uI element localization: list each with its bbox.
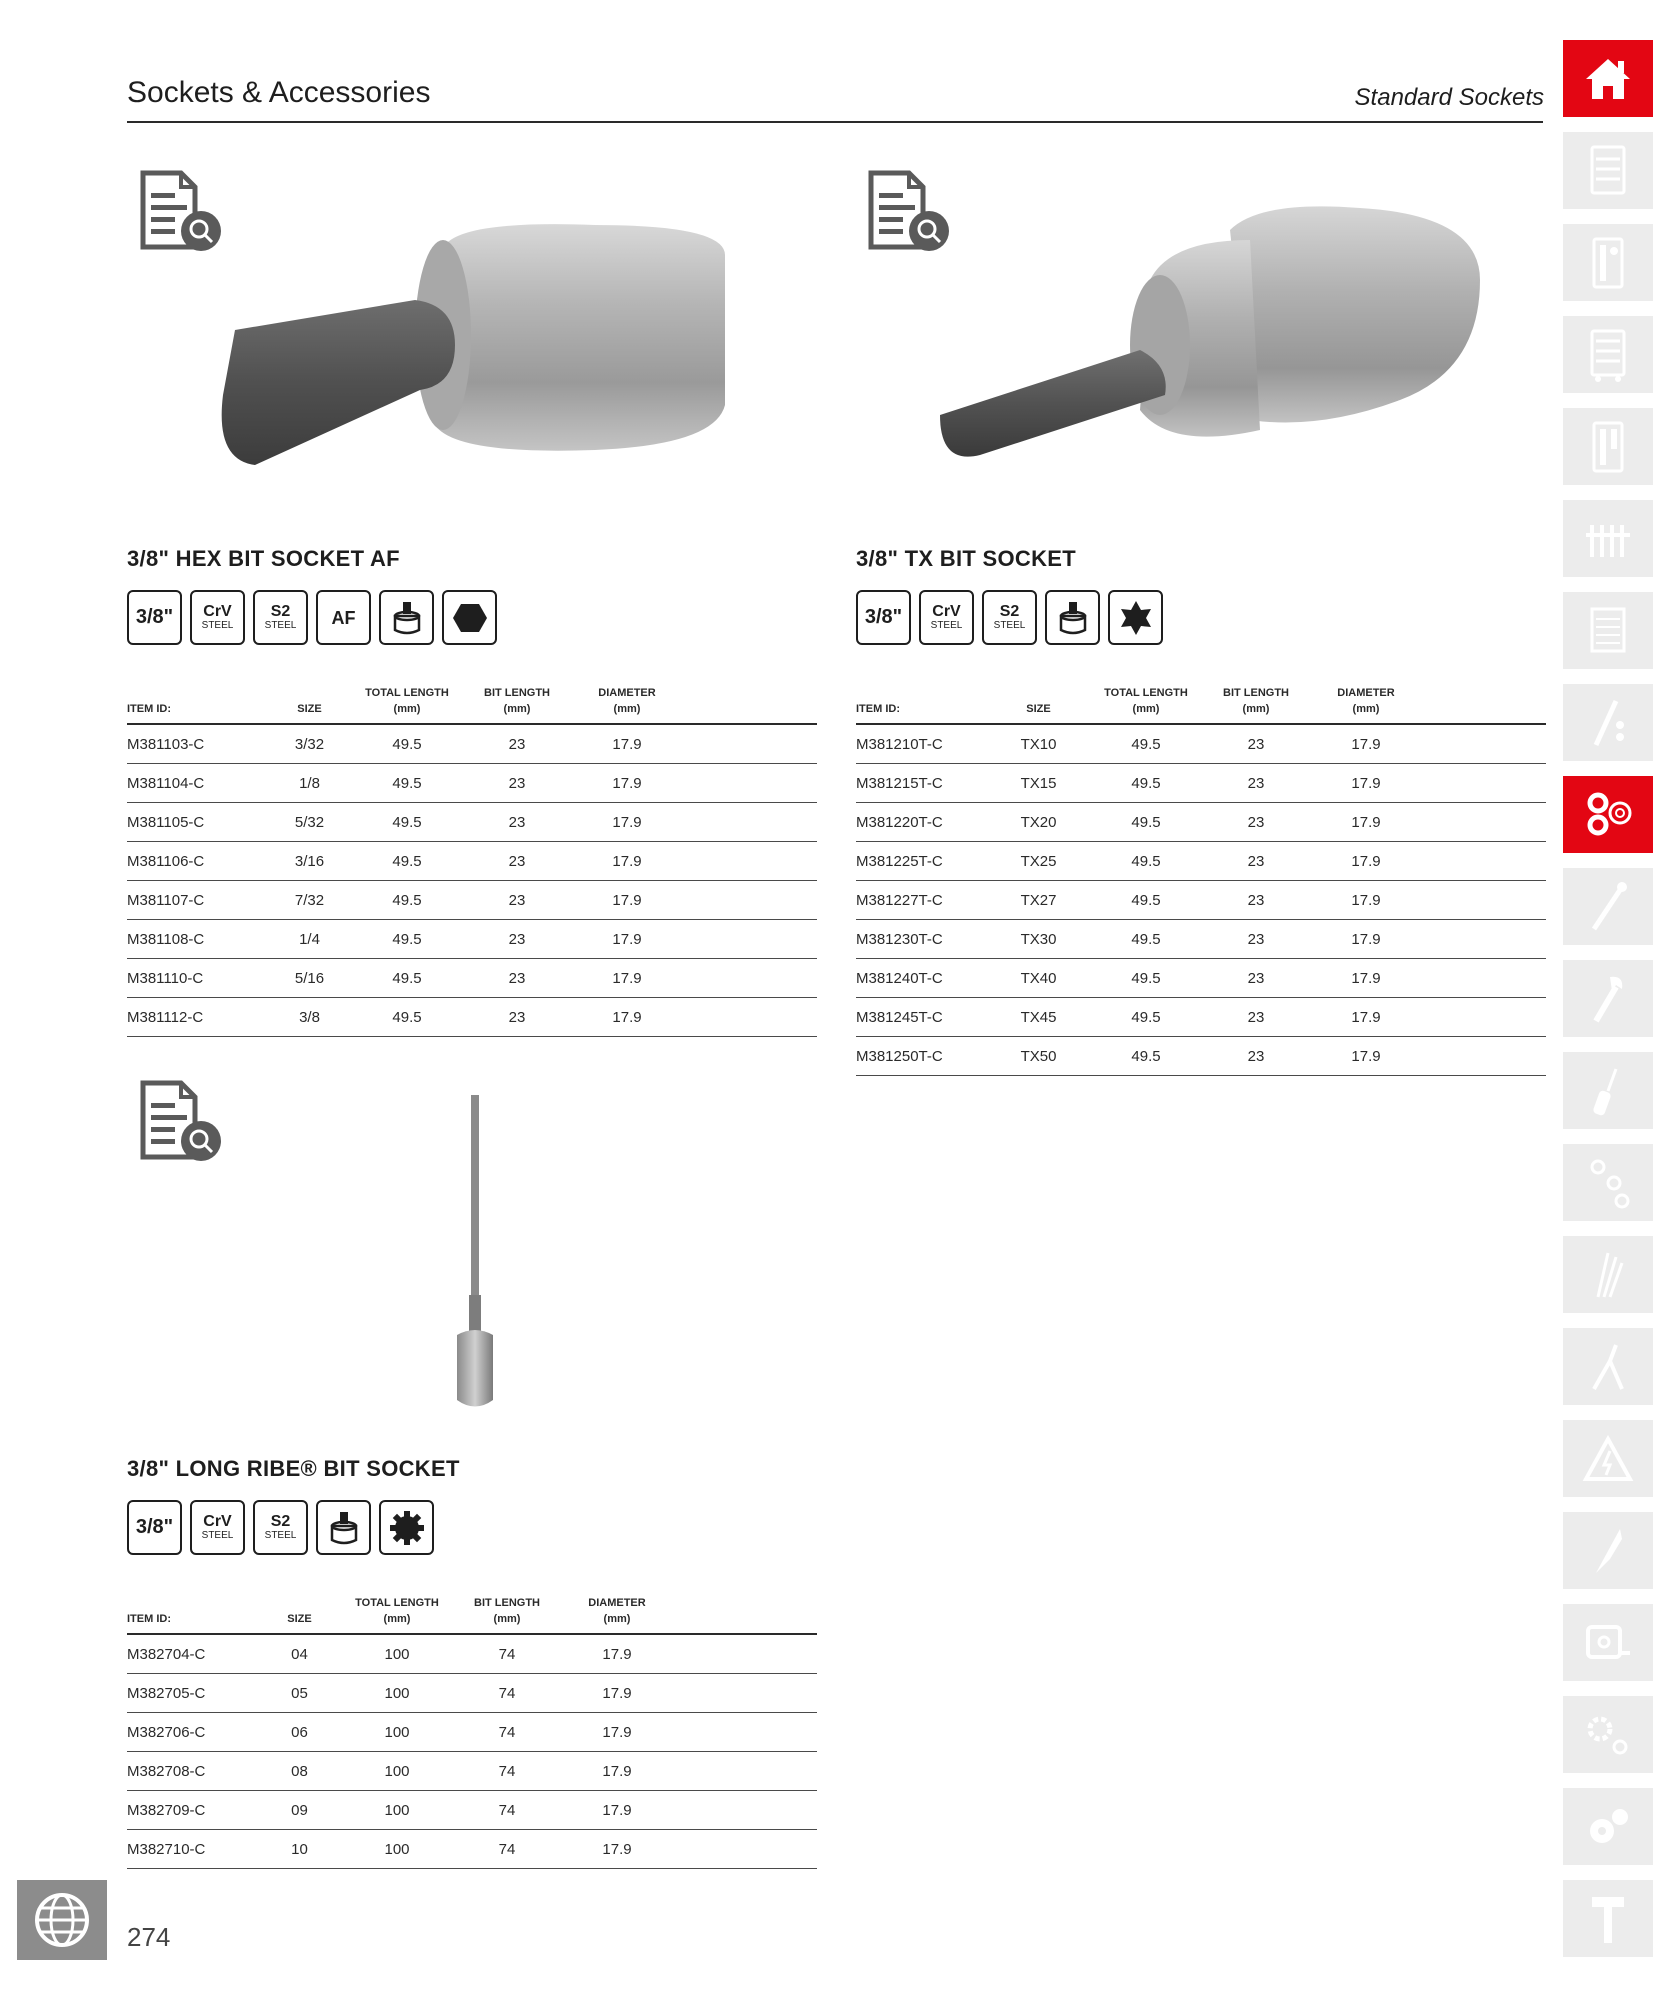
- col-bit-length: BIT LENGTH (mm): [1216, 685, 1296, 724]
- section-title: Standard Sockets: [1354, 84, 1544, 111]
- col-diameter: DIAMETER (mm): [567, 685, 687, 724]
- gears-icon[interactable]: [1563, 1788, 1653, 1865]
- product-title: 3/8" HEX BIT SOCKET AF: [127, 546, 400, 571]
- hammer-icon[interactable]: [1563, 1880, 1653, 1957]
- drive-size-badge: 3/8": [127, 590, 182, 645]
- af-badge: AF: [316, 590, 371, 645]
- col-total-length: TOTAL LENGTH (mm): [347, 685, 467, 724]
- datasheet-search-icon[interactable]: [135, 165, 225, 255]
- measuring-tape-icon[interactable]: [1563, 1604, 1653, 1681]
- table-row[interactable]: M381112-C 3/8 49.5 23 17.9: [127, 998, 817, 1037]
- screwdriver-icon[interactable]: [1563, 1052, 1653, 1129]
- table-row[interactable]: M381227T-C TX27 49.5 23 17.9: [856, 881, 1546, 920]
- s2-steel-badge: S2 STEEL: [253, 1500, 308, 1555]
- page-title: Sockets & Accessories: [127, 76, 431, 109]
- hexagon-icon: [442, 590, 497, 645]
- table-row[interactable]: M382704-C 04 100 74 17.9: [127, 1634, 817, 1674]
- table-row[interactable]: M382705-C 05 100 74 17.9: [127, 1674, 817, 1713]
- torx-star-icon: [1108, 590, 1163, 645]
- product-title: 3/8" LONG RIBE® BIT SOCKET: [127, 1456, 460, 1481]
- bits-icon[interactable]: [1563, 684, 1653, 761]
- category-sidebar: [1563, 40, 1653, 1972]
- col-total-length: TOTAL LENGTH (mm): [337, 1595, 457, 1634]
- spec-badges: [127, 1500, 434, 1555]
- tx-bit-socket-image: [920, 200, 1500, 495]
- crv-steel-badge: CrV STEEL: [919, 590, 974, 645]
- hex-keys-icon[interactable]: [1563, 1144, 1653, 1221]
- home-icon[interactable]: [1563, 40, 1653, 117]
- col-diameter: DIAMETER (mm): [1296, 685, 1436, 724]
- datasheet-search-icon[interactable]: [135, 1075, 225, 1165]
- table-row[interactable]: M381240T-C TX40 49.5 23 17.9: [856, 959, 1546, 998]
- multitool-icon[interactable]: [1563, 1236, 1653, 1313]
- hex-spec-table: [127, 685, 817, 1037]
- crv-steel-badge: CrV STEEL: [190, 590, 245, 645]
- pliers-icon[interactable]: [1563, 1328, 1653, 1405]
- workbench-icon[interactable]: [1563, 592, 1653, 669]
- bit-holder-icon: [316, 1500, 371, 1555]
- bit-holder-icon: [1045, 590, 1100, 645]
- table-row[interactable]: M381225T-C TX25 49.5 23 17.9: [856, 842, 1546, 881]
- col-item-id: ITEM ID:: [127, 685, 272, 724]
- tool-cabinet-icon[interactable]: [1563, 132, 1653, 209]
- electrical-hazard-icon[interactable]: [1563, 1420, 1653, 1497]
- spec-badges: [127, 590, 497, 645]
- s2-steel-badge: S2 STEEL: [982, 590, 1037, 645]
- table-row[interactable]: M381250T-C TX50 49.5 23 17.9: [856, 1037, 1546, 1076]
- table-row[interactable]: M381104-C 1/8 49.5 23 17.9: [127, 764, 817, 803]
- drive-size-badge: 3/8": [856, 590, 911, 645]
- ribe-gear-icon: [379, 1500, 434, 1555]
- col-item-id: ITEM ID:: [856, 685, 1001, 724]
- hex-bit-socket-image: [215, 215, 735, 500]
- table-row[interactable]: M382710-C 10 100 74 17.9: [127, 1830, 817, 1869]
- automotive-tools-icon[interactable]: [1563, 1696, 1653, 1773]
- table-row[interactable]: M381108-C 1/4 49.5 23 17.9: [127, 920, 817, 959]
- col-bit-length: BIT LENGTH (mm): [457, 1595, 557, 1634]
- page-number: 274: [127, 1922, 171, 1952]
- table-row[interactable]: M382708-C 08 100 74 17.9: [127, 1752, 817, 1791]
- tool-set-icon[interactable]: [1563, 500, 1653, 577]
- header-divider: [127, 121, 1543, 123]
- table-header-row: [127, 1595, 817, 1634]
- table-row[interactable]: M381230T-C TX30 49.5 23 17.9: [856, 920, 1546, 959]
- torque-wrench-icon[interactable]: [1563, 868, 1653, 945]
- table-row[interactable]: M382709-C 09 100 74 17.9: [127, 1791, 817, 1830]
- col-size: SIZE: [262, 1595, 337, 1634]
- col-total-length: TOTAL LENGTH (mm): [1076, 685, 1216, 724]
- table-header-row: [856, 685, 1546, 724]
- tool-tray-icon[interactable]: [1563, 224, 1653, 301]
- table-row[interactable]: M381245T-C TX45 49.5 23 17.9: [856, 998, 1546, 1037]
- tool-trolley-icon[interactable]: [1563, 316, 1653, 393]
- table-row[interactable]: M381107-C 7/32 49.5 23 17.9: [127, 881, 817, 920]
- wrench-icon[interactable]: [1563, 960, 1653, 1037]
- product-title: 3/8" TX BIT SOCKET: [856, 546, 1076, 571]
- tool-module-icon[interactable]: [1563, 408, 1653, 485]
- table-header-row: [127, 685, 817, 724]
- spec-badges: [856, 590, 1163, 645]
- long-ribe-bit-socket-image: [435, 1095, 515, 1420]
- col-bit-length: BIT LENGTH (mm): [467, 685, 567, 724]
- table-row[interactable]: M381106-C 3/16 49.5 23 17.9: [127, 842, 817, 881]
- table-row[interactable]: M381220T-C TX20 49.5 23 17.9: [856, 803, 1546, 842]
- table-row[interactable]: M381103-C 3/32 49.5 23 17.9: [127, 724, 817, 764]
- knife-icon[interactable]: [1563, 1512, 1653, 1589]
- table-row[interactable]: M381105-C 5/32 49.5 23 17.9: [127, 803, 817, 842]
- s2-steel-badge: S2 STEEL: [253, 590, 308, 645]
- long-ribe-spec-table: [127, 1595, 817, 1869]
- crv-steel-badge: CrV STEEL: [190, 1500, 245, 1555]
- table-row[interactable]: M382706-C 06 100 74 17.9: [127, 1713, 817, 1752]
- bit-holder-icon: [379, 590, 434, 645]
- col-item-id: ITEM ID:: [127, 1595, 262, 1634]
- tx-spec-table: [856, 685, 1546, 1076]
- globe-icon[interactable]: [17, 1880, 107, 1960]
- col-size: SIZE: [1001, 685, 1076, 724]
- col-size: SIZE: [272, 685, 347, 724]
- col-diameter: DIAMETER (mm): [557, 1595, 677, 1634]
- drive-size-badge: 3/8": [127, 1500, 182, 1555]
- sockets-icon[interactable]: [1563, 776, 1653, 853]
- table-row[interactable]: M381215T-C TX15 49.5 23 17.9: [856, 764, 1546, 803]
- table-row[interactable]: M381110-C 5/16 49.5 23 17.9: [127, 959, 817, 998]
- table-row[interactable]: M381210T-C TX10 49.5 23 17.9: [856, 724, 1546, 764]
